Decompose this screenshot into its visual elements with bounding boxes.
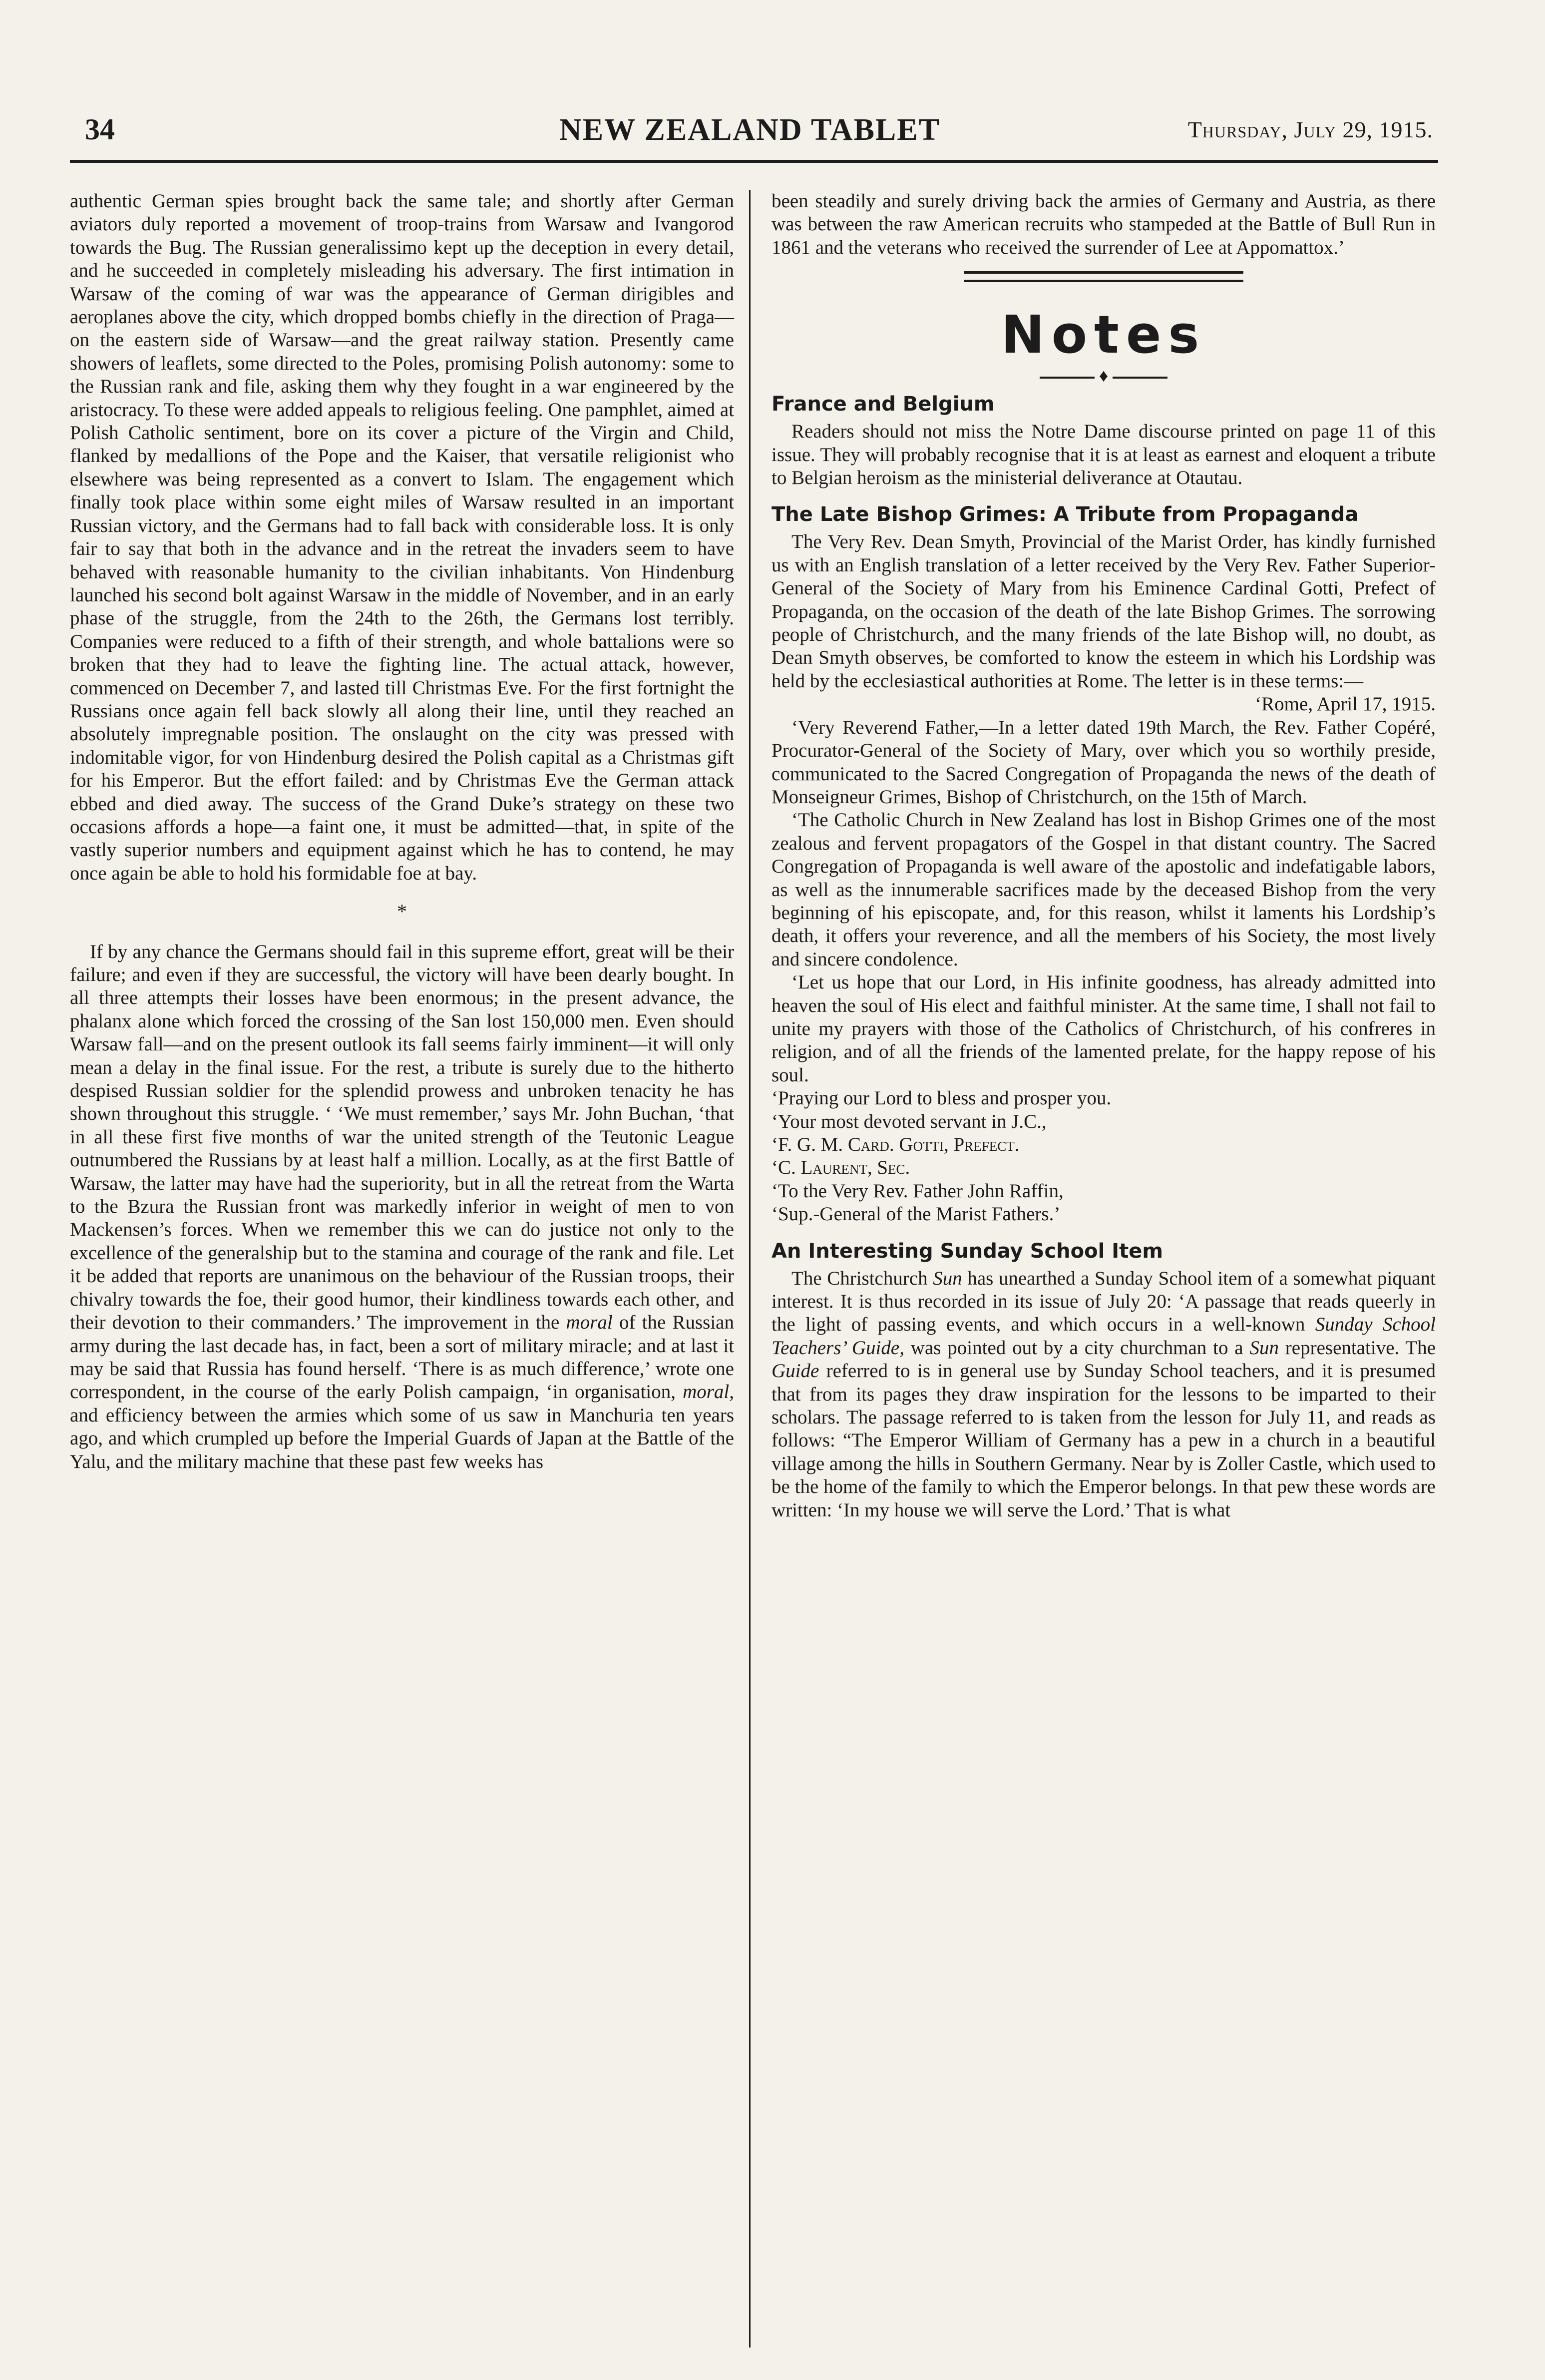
- italic-word: Sunday School Teachers’ Guide,: [772, 1314, 1436, 1359]
- letter-paragraph: ‘The Catholic Church in New Zealand has lost in Bishop Grimes one of the most zealous and fervent propagators of the Gospel in that distant country. The Sacred Congregation of Propaganda is well aware of the apostolic and indefatigable labors, as well as the innumerable sacrifices made by the deceased Bishop from the very beginning of his episcopate, and, for this reason, whilst it laments his Lordship’s death, it offers your reverence, and all the members of his Society, the most lively and sincere condolence.: [772, 809, 1436, 970]
- article-paragraph: authentic German spies brought back the same tale; and shortly after German aviators duly reported a movement of troop-trains from Warsaw and Ivangorod towards the Bug. The Russian generalissimo kept up the deception in every detail, and he succeeded in completely misleading his adversary. The first intimation in Warsaw of the coming of war was the appearance of German dirigibles and aeroplanes above the city, which dropped bombs chiefly in the direction of Praga—on the eastern side of Warsaw—and the great railway station. Presently came showers of leaflets, some directed to the Poles, promising Polish autonomy: some to the Russian rank and file, asking them why they fought in a war engineered by the aristocracy. To these were added appeals to religious feeling. One pamphlet, aimed at Polish Catholic sentiment, bore on its cover a picture of the Virgin and Child, flanked by medallions of the Pope and the Kaiser, that versatile religionist who elsewhere was being represented as a convert to Islam. The engagement which finally took place within some eight miles of Warsaw resulted in an important Russian victory, and the Germans had to fall back with considerable loss. It is only fair to say that both in the advance and in the retreat the invaders seem to have behaved with reasonable humanity to the civilian inhabitants. Von Hindenburg launched his second bolt against Warsaw in the middle of November, and in an early phase of the struggle, from the 24th to the 26th, the Germans lost terribly. Companies were reduced to a fifth of their strength, and whole battalions were so broken that they had to leave the fighting line. The actual attack, however, commenced on December 7, and lasted till Christmas Eve. For the first fortnight the Russians once again fell back slowly all along their line, until they reached an absolutely impregnable position. The onslaught on the city was pressed with indomitable vigor, for von Hindenburg desired the Polish capital as a Christmas gift for his Emperor. But the effort failed: and by Christmas Eve the German attack ebbed and died away. The success of the Grand Duke’s strategy on these two occasions affords a hope—a faint one, it must be admitted—that, in spite of the vastly superior numbers and equipment against which he has to contend, he may once again be able to hold his formidable foe at bay.: [70, 190, 734, 884]
- italic-word: moral,: [683, 1381, 734, 1403]
- notes-title: Notes: [1001, 304, 1206, 366]
- heading-bishop-grimes: The Late Bishop Grimes: A Tribute from Propaganda: [772, 503, 1359, 526]
- italic-word: moral: [566, 1312, 613, 1334]
- text-run: and efficiency between the armies which some of us saw in Manchuria ten years ago, and which crumpled up before the Imperial Guards of Japan at the Battle of the Yalu, and the military machine that these past few weeks has: [70, 1404, 734, 1472]
- right-column: [772, 190, 1436, 2358]
- article-paragraph: The Very Rev. Dean Smyth, Provincial of the Marist Order, has kindly furnished us with an English translation of a letter received by the Very Rev. Father Superior-General of the Society of Mary from his Eminence Cardinal Gotti, Prefect of Propaganda, on the occasion of the death of the late Bishop Grimes. The sorrowing people of Christchurch, and the many friends of the late Bishop will, no doubt, as Dean Smyth observes, be comforted to know the esteem in which his Lordship was held by the ecclesiastical authorities at Rome. The letter is in these terms:—: [772, 531, 1436, 692]
- text-run: has unearthed a Sunday School item of a somewhat piquant interest. It is thus recorded in its issue of July 20: ‘A passage that reads queerly in the light of passing events, and which occurs in a well-known: [772, 1267, 1436, 1336]
- letter-addressee: ‘Sup.-General of the Marist Fathers.’: [772, 1203, 1061, 1225]
- letter-signature: ‘C. Laurent, Sec.: [772, 1157, 910, 1179]
- left-column: [70, 190, 734, 2358]
- article-paragraph: [70, 941, 734, 1473]
- article-paragraph: Readers should not miss the Notre Dame discourse printed on page 11 of this issue. They will probably recognise that it is at least as earnest and eloquent a tribute to Belgian heroism as the ministerial deliverance at Otautau.: [772, 421, 1436, 489]
- section-separator: *: [397, 900, 407, 923]
- italic-word: Sun: [933, 1267, 962, 1289]
- italic-word: Guide: [772, 1360, 819, 1382]
- text-run: The Christchurch: [791, 1267, 928, 1289]
- page-number: 34: [85, 113, 115, 146]
- notes-ornament: [772, 366, 1436, 386]
- text-run: If by any chance the Germans should fail in this supreme effort, great will be their failure; and even if they are successful, the victory will have been dearly bought. In all three attempts their losses have been enormous; in the present advance, the phalanx alone which forced the crossing of the San lost 150,000 men. Even should Warsaw fall—and on the present outlook its fall seems fairly imminent—it will only mean a delay in the final issue. For the rest, a tribute is surely due to the hitherto despised Russian soldier for the splendid prowess and unbroken tenacity he has shown throughout this struggle. ‘ ‘We must remember,’ says Mr. John Buchan, ‘that in all these first five months of war the united strength of the Teutonic League outnumbered the Russians by at least half a million. Locally, as at the first Battle of Warsaw, the latter may have had the superiority, but in all the retreat from the Warta to the Bzura the Russian front was markedly inferior in weight of men to von Mackensen’s forces. When we remember this we can do justice not only to the excellence of the generalship but to the stamina and courage of the rank and file. Let it be added that reports are unanimous on the behaviour of the Russian troops, their chivalry towards the foe, their good humor, their kindliness towards each other, and their devotion to their commanders.’ The improvement in the: [70, 941, 734, 1334]
- text-run: was pointed out by a city churchman to a: [910, 1337, 1243, 1359]
- text-run: referred to is in general use by Sunday School teachers, and it is presumed that from its pages they draw inspiration for the lessons to be imparted to their scholars. The passage referred to is taken from the lesson for July 11, and reads as follows: “The Emperor William of Germany has a pew in a church in a beautiful village among the hills in Southern Germany. Near by is Zoller Castle, which used to be the home of the family to which the Emperor belongs. In that pew these words are written: ‘In my house we will serve the Lord.’ That is what: [772, 1360, 1436, 1521]
- heading-france-belgium: France and Belgium: [772, 393, 995, 416]
- letter-date: ‘Rome, April 17, 1915.: [1255, 693, 1436, 715]
- header-rule: [70, 160, 1438, 163]
- text-run: of the Russian army during the last decade has, in fact, been a sort of military miracle; and at last it may be said that Russia has found herself. ‘There is as much difference,’ wrote one correspondent, in the course of the early Polish campaign, ‘in organisation,: [70, 1312, 734, 1403]
- letter-addressee: ‘To the Very Rev. Father John Raffin,: [772, 1180, 1064, 1202]
- page-header: [85, 112, 1433, 152]
- double-rule: [964, 271, 1243, 282]
- text-run: representative. The: [1285, 1337, 1436, 1359]
- article-paragraph: [772, 1267, 1436, 1522]
- italic-word: Sun: [1249, 1337, 1279, 1359]
- heading-sunday-school: An Interesting Sunday School Item: [772, 1239, 1163, 1263]
- letter-paragraph: ‘Let us hope that our Lord, in His infinite goodness, has already admitted into heaven the soul of His elect and faithful minister. At the same time, I shall not fail to unite my prayers with those of the Catholics of Christchurch, of his confreres in religion, and of all the friends of the lamented prelate, for the happy repose of his soul.: [772, 971, 1436, 1086]
- letter-closing: ‘Praying our Lord to bless and prosper you.: [772, 1087, 1112, 1109]
- column-divider: [749, 190, 751, 2348]
- article-paragraph: been steadily and surely driving back the armies of Germany and Austria, as there was between the raw American recruits who stampeded at the Battle of Bull Run in 1861 and the veterans who received the surrender of Lee at Appomattox.’: [772, 190, 1436, 258]
- letter-signature: ‘F. G. M. Card. Gotti, Prefect.: [772, 1134, 1020, 1155]
- issue-date: Thursday, July 29, 1915.: [1187, 117, 1433, 142]
- letter-paragraph: ‘Very Reverend Father,—In a letter dated 19th March, the Rev. Father Copéré, Procurator-General of the Society of Mary, over which you so worthily preside, communicated to the Sacred Congregation of Propaganda the news of the death of Monseigneur Grimes, Bishop of Christchurch, on the 15th of March.: [772, 716, 1436, 808]
- diamond-icon: ♦: [1099, 366, 1109, 386]
- masthead: NEW ZEALAND TABLET: [559, 113, 940, 147]
- letter-closing: ‘Your most devoted servant in J.C.,: [772, 1110, 1047, 1132]
